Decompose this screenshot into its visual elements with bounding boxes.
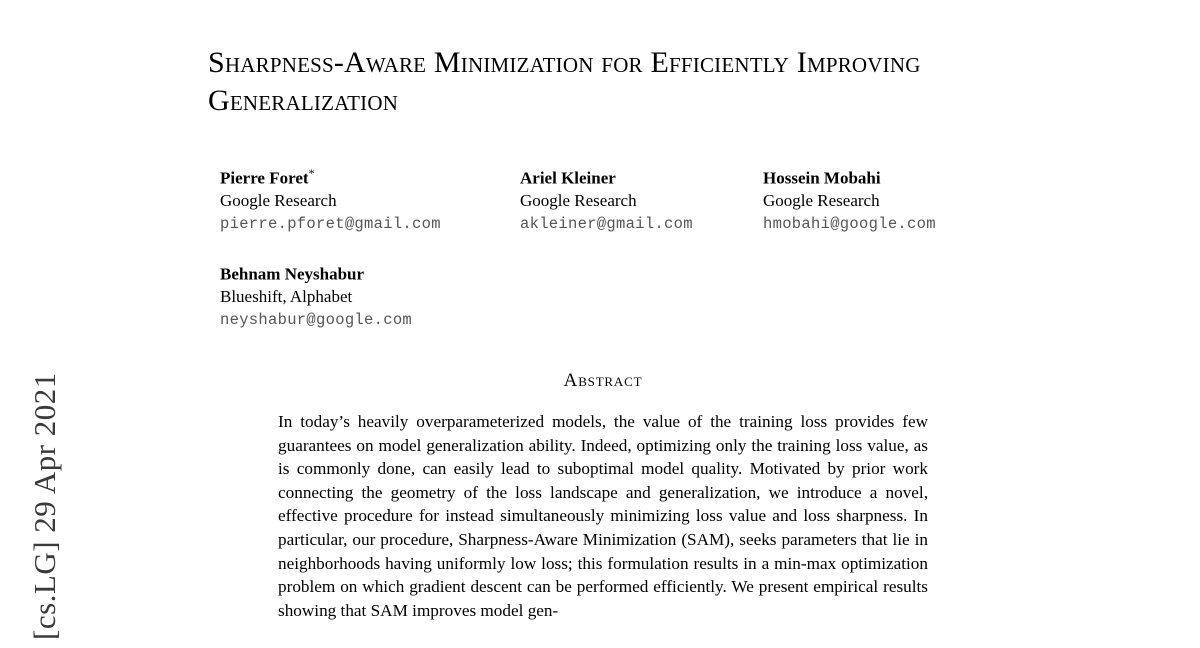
- author-name: [220, 258, 412, 286]
- author-footnote-marker: *: [308, 166, 315, 180]
- author-affiliation: Google Research: [520, 190, 637, 210]
- author-block: [763, 162, 936, 235]
- author-email[interactable]: hmobahi@google.com: [763, 214, 936, 233]
- author-name-text: Pierre Foret: [220, 168, 309, 188]
- author-email[interactable]: akleiner@gmail.com: [520, 214, 693, 233]
- author-name: [520, 162, 693, 190]
- author-row-2: [208, 258, 998, 328]
- abstract-text: In today’s heavily overparameterized models, the value of the training loss provides few guarantees on model generalization ability. Indeed, optimizing only the training loss value, as is commonly done, can easily lead to suboptimal model quality. Motivated by prior work connecting the geometry of the loss landscape and generalization, we introduce a novel, effective procedure for instead simultaneously minimizing loss value and loss sharpness. In particular, our procedure, Sharpness-Aware Minimization (SAM), seeks parameters that lie in neighborhoods having uniformly low loss; this formulation results in a min-max optimization problem on which gradient descent can be performed efficiently. We present empirical results showing that SAM improves model gen-: [278, 412, 928, 620]
- author-name-text: Behnam Neyshabur: [220, 264, 365, 284]
- abstract-heading: Abstract: [563, 370, 643, 391]
- author-block: [520, 162, 693, 235]
- author-block: [220, 162, 441, 235]
- author-affiliation: Google Research: [763, 190, 880, 210]
- arxiv-stamp: [0, 0, 90, 648]
- author-email[interactable]: neyshabur@google.com: [220, 310, 413, 329]
- arxiv-stamp-text: [cs.LG] 29 Apr 2021: [27, 372, 62, 640]
- author-name-text: Hossein Mobahi: [763, 168, 881, 188]
- author-affiliation: Google Research: [220, 190, 337, 210]
- page-title: Sharpness-Aware Minimization for Efficiently Improving Generalization: [208, 46, 921, 117]
- author-row-1: [208, 162, 998, 232]
- author-block: [220, 258, 412, 331]
- paper-content: [208, 44, 998, 622]
- author-affiliation: Blueshift, Alphabet: [220, 286, 353, 306]
- author-name: [220, 162, 441, 190]
- author-email[interactable]: pierre.pforet@gmail.com: [220, 214, 441, 233]
- author-name: [763, 162, 936, 190]
- author-name-text: Ariel Kleiner: [520, 168, 616, 188]
